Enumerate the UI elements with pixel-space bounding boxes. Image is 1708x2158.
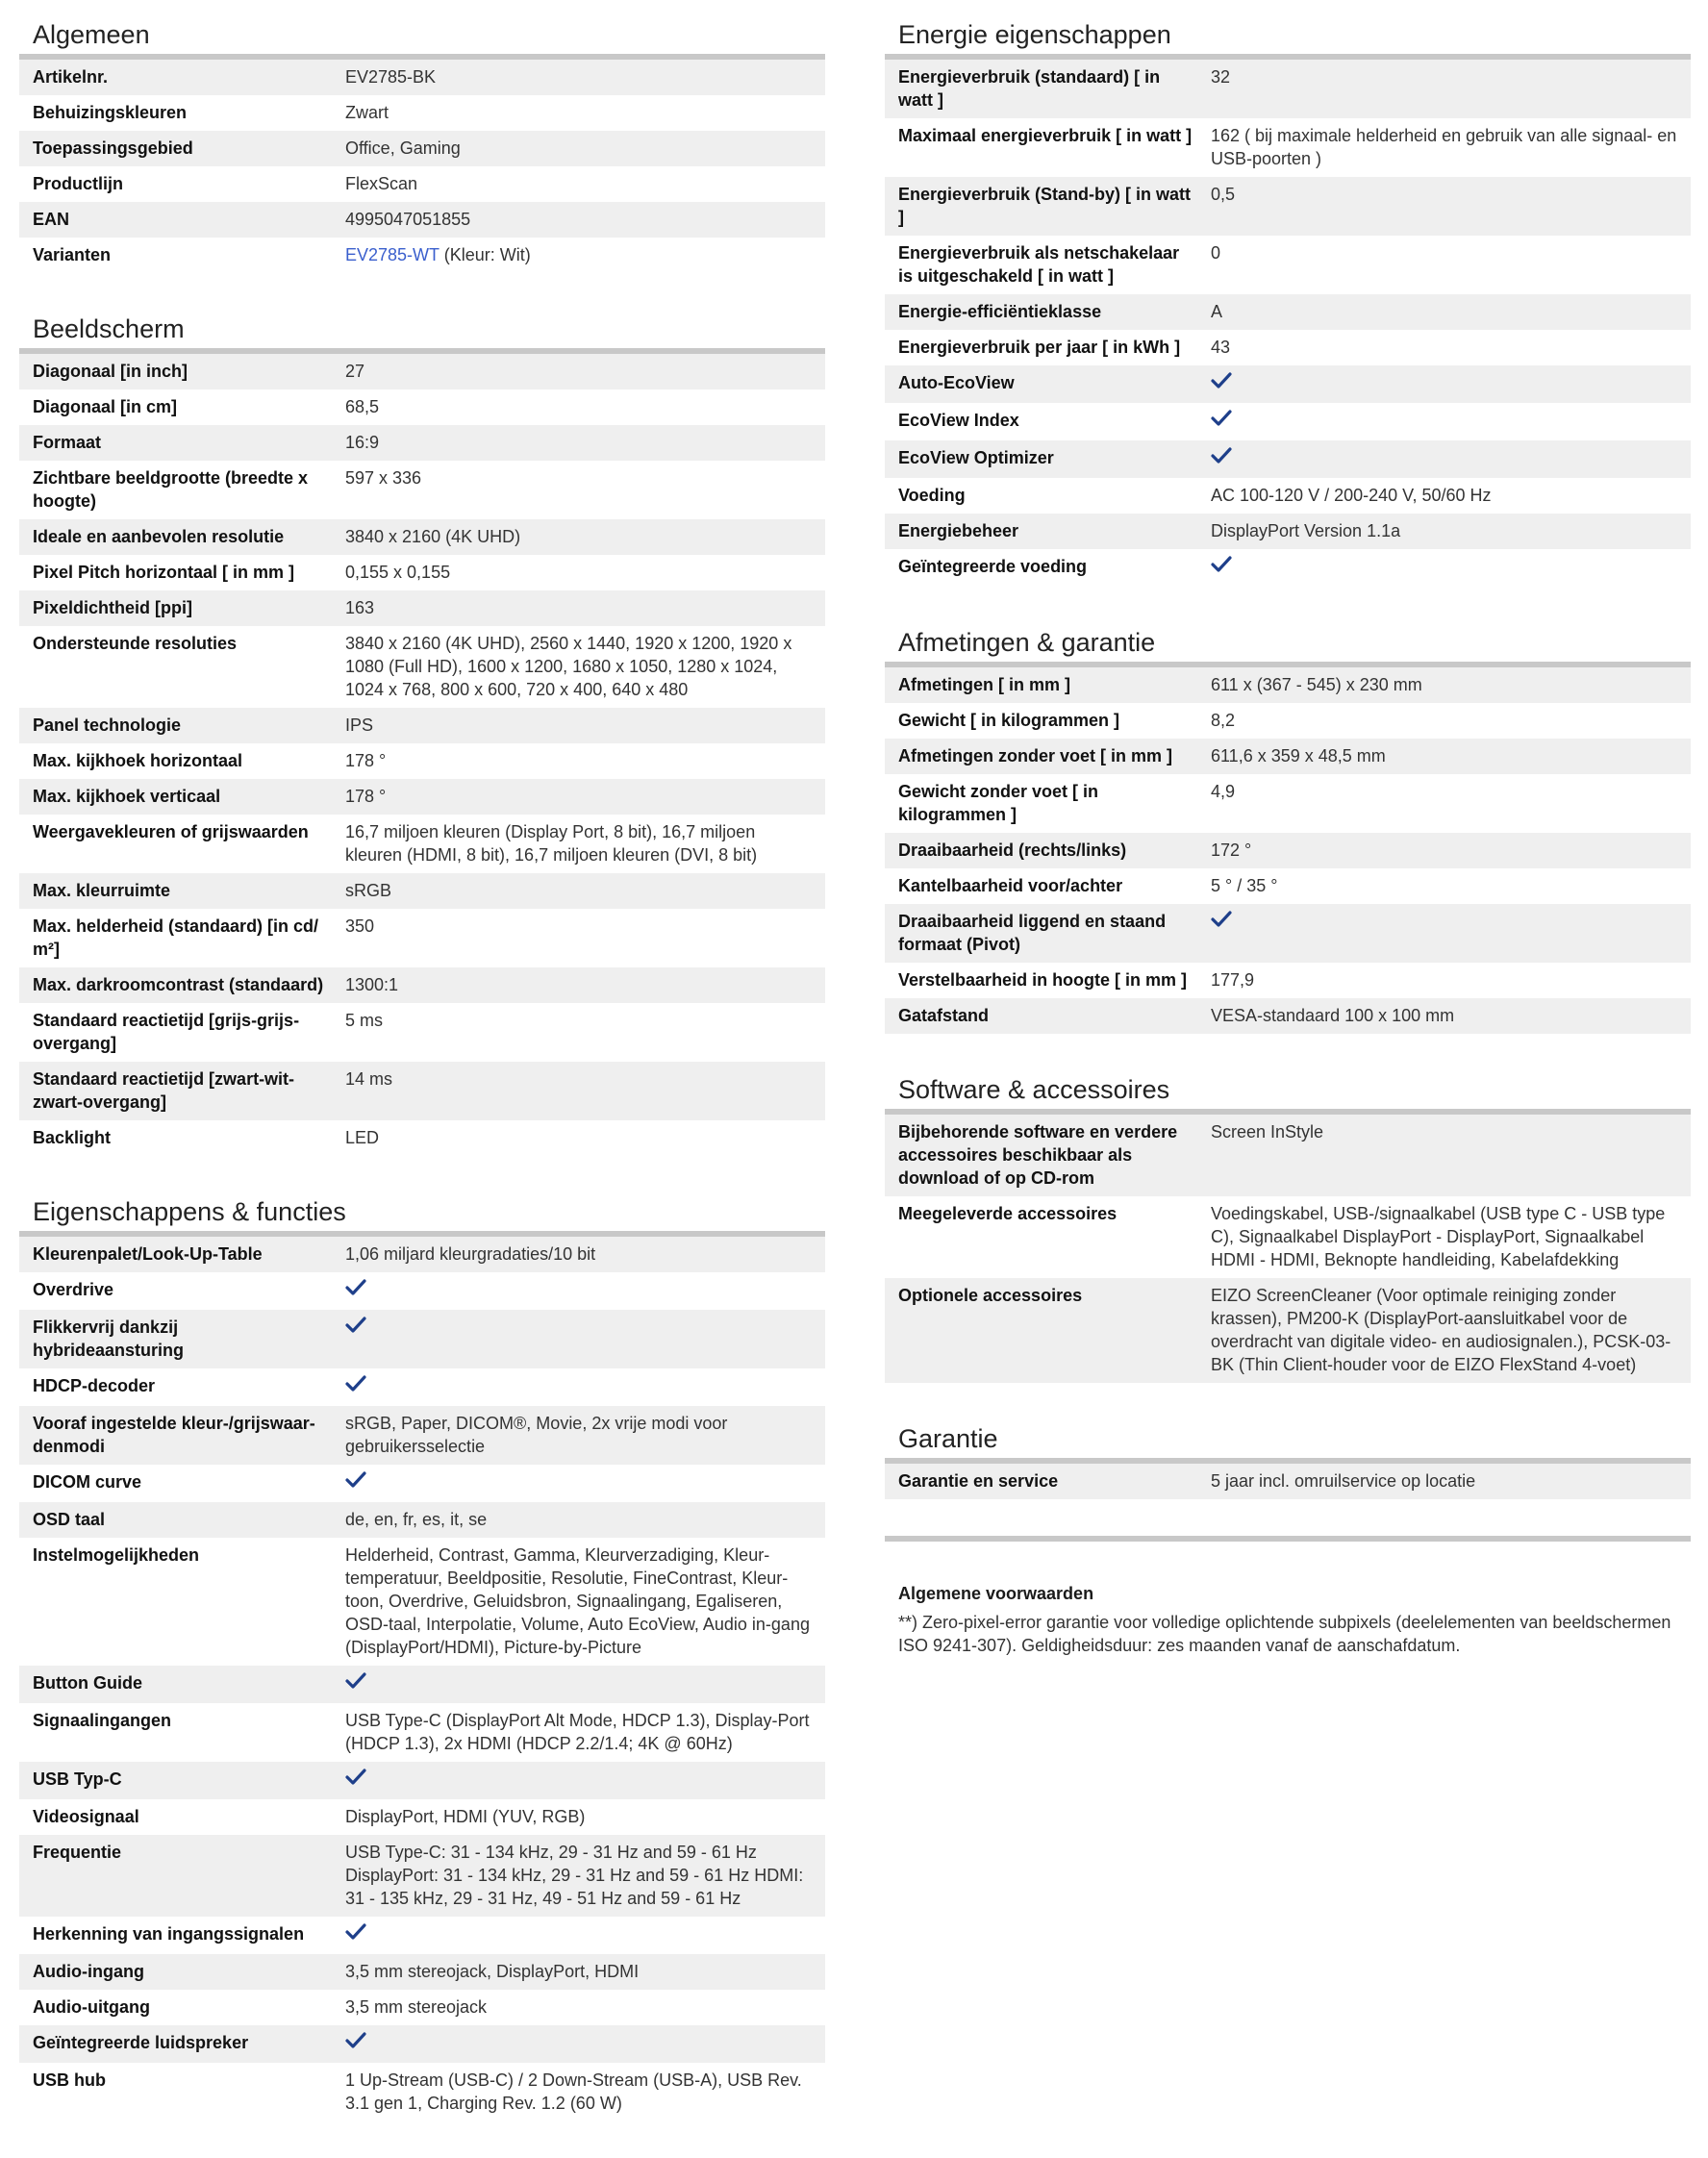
spec-value bbox=[345, 561, 825, 584]
spec-label: Energiebeheer bbox=[898, 521, 1019, 540]
section-title: Software & accessoires bbox=[885, 1070, 1691, 1115]
footer-title: Algemene voorwaarden bbox=[898, 1584, 1094, 1603]
spec-label: Max. kijkhoek horizontaal bbox=[33, 751, 243, 770]
spec-label: Herkenning van ingangssignalen bbox=[33, 1924, 305, 1944]
spec-value-text: FlexScan bbox=[345, 174, 418, 193]
right-column bbox=[885, 0, 1691, 1657]
spec-label: Energieverbruik (standaard) [ in watt ] bbox=[898, 67, 1161, 110]
spec-row bbox=[19, 1538, 825, 1666]
spec-label: Max. kleurruimte bbox=[33, 881, 171, 900]
spec-value-text: 3,5 mm stereojack, DisplayPort, HDMI bbox=[345, 1962, 640, 1981]
spec-value-text: 0 bbox=[1211, 243, 1221, 263]
spec-value-text: Zwart bbox=[345, 103, 389, 122]
checkmark-icon bbox=[345, 1768, 366, 1787]
spec-value bbox=[345, 208, 825, 231]
spec-row bbox=[19, 354, 825, 389]
spec-label: OSD taal bbox=[33, 1510, 106, 1529]
spec-label: Bijbehorende software en verdere accessoires beschikbaar als download of op CD-rom bbox=[898, 1122, 1178, 1188]
spec-row bbox=[885, 998, 1691, 1034]
section-eigenschappens-functies bbox=[19, 1192, 825, 2121]
spec-value bbox=[1211, 1120, 1691, 1143]
checkmark-icon bbox=[345, 1470, 366, 1490]
spec-table bbox=[885, 1115, 1691, 1383]
spec-label: Vooraf ingestelde kleur-/grijswaar-denmodi bbox=[33, 1414, 315, 1456]
spec-value-text: Office, Gaming bbox=[345, 138, 461, 158]
spec-value bbox=[1211, 780, 1691, 803]
spec-label: Formaat bbox=[33, 433, 102, 452]
spec-row bbox=[885, 833, 1691, 868]
spec-value bbox=[1211, 519, 1691, 542]
spec-label: Afmetingen zonder voet [ in mm ] bbox=[898, 746, 1173, 765]
spec-value bbox=[345, 820, 825, 866]
footer-divider bbox=[885, 1536, 1691, 1542]
spec-row bbox=[885, 365, 1691, 403]
spec-value-text: Screen InStyle bbox=[1211, 1122, 1324, 1142]
section-afmetingen-garantie bbox=[885, 623, 1691, 1034]
spec-value-text: de, en, fr, es, it, se bbox=[345, 1510, 488, 1529]
spec-row bbox=[19, 1799, 825, 1835]
spec-row bbox=[19, 743, 825, 779]
spec-row bbox=[885, 1464, 1691, 1499]
section-title: Afmetingen & garantie bbox=[885, 623, 1691, 667]
spec-value-text: 1,06 miljard kleurgradaties/10 bit bbox=[345, 1244, 596, 1264]
spec-value-text: 0,155 x 0,155 bbox=[345, 563, 451, 582]
spec-label: Gewicht [ in kilogrammen ] bbox=[898, 711, 1120, 730]
spec-label: Pixeldichtheid [ppi] bbox=[33, 598, 193, 617]
spec-value-text: 4,9 bbox=[1211, 782, 1236, 801]
spec-row bbox=[19, 779, 825, 815]
footer-text: **) Zero-pixel-error garantie voor volledige oplichtende subpixels (deelelementen van beeldschermen ISO 9241-307). Geldigheidsduur: zes maanden vanaf de aanschafdatum. bbox=[898, 1613, 1671, 1655]
spec-value bbox=[345, 879, 825, 902]
spec-row bbox=[885, 868, 1691, 904]
spec-value bbox=[1211, 484, 1691, 507]
spec-table bbox=[885, 667, 1691, 1034]
spec-value bbox=[1211, 241, 1691, 264]
spec-row bbox=[19, 909, 825, 967]
spec-row bbox=[885, 667, 1691, 703]
spec-label: Ideale en aanbevolen resolutie bbox=[33, 527, 285, 546]
spec-label: Kantelbaarheid voor/achter bbox=[898, 876, 1123, 895]
section-beeldscherm bbox=[19, 310, 825, 1156]
spec-label: Productlijn bbox=[33, 174, 123, 193]
spec-label: Zichtbare beeldgrootte (breedte x hoogte) bbox=[33, 468, 309, 511]
spec-row bbox=[19, 1237, 825, 1272]
spec-value bbox=[345, 1242, 825, 1266]
spec-row bbox=[885, 236, 1691, 294]
spec-value bbox=[345, 1412, 825, 1458]
spec-value-text: 178 ° bbox=[345, 751, 387, 770]
spec-value bbox=[1211, 839, 1691, 862]
spec-value bbox=[1211, 336, 1691, 359]
spec-label: Garantie en service bbox=[898, 1471, 1059, 1491]
checkmark-icon bbox=[1211, 446, 1232, 465]
spec-label: Standaard reactietijd [zwart-wit-zwart-overgang] bbox=[33, 1069, 295, 1112]
spec-label: Button Guide bbox=[33, 1673, 142, 1693]
spec-value-text: EV2785-BK bbox=[345, 67, 437, 87]
spec-value-text: 611 x (367 - 545) x 230 mm bbox=[1211, 675, 1422, 694]
spec-value bbox=[1211, 300, 1691, 323]
spec-value-text: DisplayPort, HDMI (YUV, RGB) bbox=[345, 1807, 586, 1826]
spec-label: USB Typ-C bbox=[33, 1769, 122, 1789]
spec-label: Draaibaarheid liggend en staand formaat (Pivot) bbox=[898, 912, 1167, 954]
section-software-accessoires bbox=[885, 1070, 1691, 1383]
spec-value-text: 611,6 x 359 x 48,5 mm bbox=[1211, 746, 1386, 765]
spec-value bbox=[1211, 124, 1691, 170]
spec-label: Overdrive bbox=[33, 1280, 114, 1299]
spec-label: EAN bbox=[33, 210, 70, 229]
spec-value bbox=[345, 714, 825, 737]
spec-value-text: A bbox=[1211, 302, 1223, 321]
spec-value bbox=[345, 1508, 825, 1531]
spec-row bbox=[19, 873, 825, 909]
spec-value bbox=[345, 1671, 825, 1696]
spec-row bbox=[885, 774, 1691, 833]
spec-value-text: 163 bbox=[345, 598, 375, 617]
spec-label: Varianten bbox=[33, 245, 112, 264]
spec-row bbox=[885, 1115, 1691, 1196]
spec-label: Gatafstand bbox=[898, 1006, 990, 1025]
spec-label: Energieverbruik (Stand-by) [ in watt ] bbox=[898, 185, 1192, 227]
spec-value bbox=[345, 65, 825, 88]
spec-value bbox=[1211, 409, 1691, 434]
spec-row bbox=[885, 904, 1691, 963]
section-title: Garantie bbox=[885, 1419, 1691, 1464]
spec-label: Instelmogelijkheden bbox=[33, 1545, 200, 1565]
spec-value-text: 16:9 bbox=[345, 433, 380, 452]
spec-value-text: Voedingskabel, USB-/signaalkabel (USB type C - USB type C), Signaalkabel DisplayPort - DisplayPort, Signaalkabel HDMI - HDMI, Beknopte handleiding, Kabelafdekking bbox=[1211, 1204, 1666, 1269]
spec-label: EcoView Index bbox=[898, 411, 1019, 430]
checkmark-icon bbox=[1211, 371, 1232, 390]
spec-value bbox=[345, 466, 825, 489]
spec-label: USB hub bbox=[33, 2070, 106, 2090]
spec-row bbox=[19, 1835, 825, 1917]
spec-row bbox=[19, 1272, 825, 1310]
spec-row bbox=[19, 1762, 825, 1799]
spec-value bbox=[345, 1841, 825, 1910]
spec-label: Energieverbruik per jaar [ in kWh ] bbox=[898, 338, 1181, 357]
spec-row bbox=[885, 703, 1691, 739]
spec-row bbox=[885, 514, 1691, 549]
spec-row bbox=[885, 118, 1691, 177]
spec-value-text: LED bbox=[345, 1128, 380, 1147]
spec-label: Optionele accessoires bbox=[898, 1286, 1083, 1305]
spec-label: Max. kijkhoek verticaal bbox=[33, 787, 221, 806]
spec-value bbox=[1211, 371, 1691, 396]
spec-label: Behuizingskleuren bbox=[33, 103, 188, 122]
spec-label: Meegeleverde accessoires bbox=[898, 1204, 1118, 1223]
spec-label: DICOM curve bbox=[33, 1472, 142, 1492]
section-title: Algemeen bbox=[19, 15, 825, 60]
spec-value bbox=[345, 1374, 825, 1399]
spec-value bbox=[345, 749, 825, 772]
spec-label: Signaalingangen bbox=[33, 1711, 172, 1730]
spec-value-text: DisplayPort Version 1.1a bbox=[1211, 521, 1401, 540]
spec-label: Audio-uitgang bbox=[33, 1997, 150, 2017]
spec-row bbox=[19, 626, 825, 708]
spec-row bbox=[885, 177, 1691, 236]
spec-label: HDCP-decoder bbox=[33, 1376, 156, 1395]
spec-value bbox=[345, 1543, 825, 1659]
spec-row bbox=[19, 555, 825, 590]
spec-label: Weergavekleuren of grijswaarden bbox=[33, 822, 309, 841]
spec-row bbox=[19, 815, 825, 873]
spec-value bbox=[345, 2031, 825, 2056]
spec-row bbox=[19, 1062, 825, 1120]
spec-value bbox=[1211, 1469, 1691, 1493]
spec-table bbox=[885, 60, 1691, 587]
spec-label: Kleurenpalet/Look-Up-Table bbox=[33, 1244, 263, 1264]
spec-table bbox=[19, 354, 825, 1156]
spec-row bbox=[19, 425, 825, 461]
spec-row bbox=[19, 1368, 825, 1406]
spec-value-text: 1300:1 bbox=[345, 975, 399, 994]
spec-row bbox=[885, 60, 1691, 118]
spec-label: Diagonaal [in inch] bbox=[33, 362, 188, 381]
spec-value-text: 27 bbox=[345, 362, 365, 381]
section-energie-eigenschappen bbox=[885, 15, 1691, 587]
spec-value bbox=[1211, 65, 1691, 88]
spec-value bbox=[345, 1922, 825, 1947]
spec-row bbox=[19, 1502, 825, 1538]
spec-value-text: 3840 x 2160 (4K UHD) bbox=[345, 527, 521, 546]
spec-value-text: 32 bbox=[1211, 67, 1231, 87]
spec-value bbox=[345, 596, 825, 619]
spec-label: Pixel Pitch horizontaal [ in mm ] bbox=[33, 563, 295, 582]
spec-value-text: sRGB bbox=[345, 881, 392, 900]
spec-row bbox=[19, 1003, 825, 1062]
spec-value bbox=[1211, 874, 1691, 897]
spec-label: Energie-efficiëntieklasse bbox=[898, 302, 1102, 321]
spec-value bbox=[345, 137, 825, 160]
spec-row bbox=[19, 1120, 825, 1156]
spec-value bbox=[345, 1126, 825, 1149]
spec-label: Toepassingsgebied bbox=[33, 138, 193, 158]
spec-value bbox=[345, 395, 825, 418]
spec-value bbox=[1211, 910, 1691, 935]
spec-value bbox=[345, 1009, 825, 1032]
spec-value-text: 5 ° / 35 ° bbox=[1211, 876, 1278, 895]
spec-value-text: 3,5 mm stereojack bbox=[345, 1997, 488, 2017]
spec-row bbox=[19, 2063, 825, 2121]
spec-value bbox=[1211, 1202, 1691, 1271]
spec-label: Backlight bbox=[33, 1128, 112, 1147]
spec-label: Draaibaarheid (rechts/links) bbox=[898, 841, 1127, 860]
spec-value bbox=[345, 973, 825, 996]
spec-value-text: Helderheid, Contrast, Gamma, Kleurverzadiging, Kleur-temperatuur, Beeldpositie, Resolutie, FineContrast, Kleur-toon, Overdrive, Geluidsbron, Signaalingang, Egaliseren, OSD-taal, Interpolatie, Volume, Auto EcoView, Audio in-gang (DisplayPort/HDMI), Picture-by-Picture bbox=[345, 1545, 810, 1657]
spec-label: Frequentie bbox=[33, 1843, 122, 1862]
spec-value-text: 14 ms bbox=[345, 1069, 393, 1089]
spec-row bbox=[19, 1310, 825, 1368]
spec-value bbox=[345, 360, 825, 383]
spec-label: Gewicht zonder voet [ in kilogrammen ] bbox=[898, 782, 1099, 824]
spec-value bbox=[1211, 968, 1691, 991]
spec-value bbox=[1211, 1284, 1691, 1376]
spec-row bbox=[885, 963, 1691, 998]
spec-value bbox=[345, 1067, 825, 1091]
spec-value-text: IPS bbox=[345, 715, 374, 735]
spec-label: Maximaal energieverbruik [ in watt ] bbox=[898, 126, 1193, 145]
checkmark-icon bbox=[345, 1278, 366, 1297]
checkmark-icon bbox=[345, 1316, 366, 1335]
spec-row bbox=[885, 403, 1691, 440]
spec-value-text: 597 x 336 bbox=[345, 468, 422, 488]
spec-row bbox=[19, 967, 825, 1003]
left-column bbox=[19, 0, 825, 2158]
spec-value-text: 68,5 bbox=[345, 397, 380, 416]
section-garantie bbox=[885, 1419, 1691, 1499]
spec-value bbox=[345, 243, 825, 266]
spec-table bbox=[19, 60, 825, 273]
spec-label: Max. darkroomcontrast (standaard) bbox=[33, 975, 324, 994]
spec-label: Flikkervrij dankzij hybrideaansturing bbox=[33, 1317, 185, 1360]
spec-row bbox=[19, 389, 825, 425]
spec-value-text: EIZO ScreenCleaner (Voor optimale reiniging zonder krassen), PM200-K (DisplayPort-aansluitkabel voor de overdracht van digitale video- en audiosignalen.), PCSK-03-BK (Thin Client-houder voor de EIZO FlexStand 4-voet) bbox=[1211, 1286, 1671, 1374]
spec-value bbox=[345, 101, 825, 124]
spec-value bbox=[345, 1316, 825, 1341]
spec-value bbox=[345, 1709, 825, 1755]
spec-row bbox=[19, 131, 825, 166]
spec-label: Audio-ingang bbox=[33, 1962, 144, 1981]
spec-value bbox=[345, 1470, 825, 1495]
spec-label: Geïntegreerde luidspreker bbox=[33, 2033, 249, 2052]
spec-label: Voeding bbox=[898, 486, 966, 505]
spec-label: Diagonaal [in cm] bbox=[33, 397, 178, 416]
checkmark-icon bbox=[1211, 409, 1232, 428]
spec-row bbox=[19, 202, 825, 238]
spec-label: Geïntegreerde voeding bbox=[898, 557, 1088, 576]
checkmark-icon bbox=[345, 1671, 366, 1691]
spec-row bbox=[19, 166, 825, 202]
spec-value bbox=[345, 1960, 825, 1983]
spec-label: Afmetingen [ in mm ] bbox=[898, 675, 1070, 694]
spec-value-text: sRGB, Paper, DICOM®, Movie, 2x vrije modi voor gebruikersselectie bbox=[345, 1414, 728, 1456]
checkmark-icon bbox=[345, 2031, 366, 2050]
spec-label: Artikelnr. bbox=[33, 67, 109, 87]
spec-row bbox=[885, 739, 1691, 774]
spec-label: Standaard reactietijd [grijs-grijs-overgang] bbox=[33, 1011, 300, 1053]
section-title: Beeldscherm bbox=[19, 310, 825, 354]
spec-value-text: 178 ° bbox=[345, 787, 387, 806]
spec-row bbox=[19, 60, 825, 95]
spec-value bbox=[345, 525, 825, 548]
spec-value-text: 162 ( bij maximale helderheid en gebruik van alle signaal- en USB-poorten ) bbox=[1211, 126, 1677, 168]
spec-value-text: USB Type-C: 31 - 134 kHz, 29 - 31 Hz and 59 - 61 Hz DisplayPort: 31 - 134 kHz, 29 - 31 Hz and 59 - 61 Hz HDMI: 31 - 135 kHz, 29 - 31 Hz, 49 - 51 Hz and 59 - 61 Hz bbox=[345, 1843, 804, 1908]
spec-value bbox=[1211, 673, 1691, 696]
spec-label: Max. helderheid (standaard) [in cd/ m²] bbox=[33, 916, 319, 959]
checkmark-icon bbox=[345, 1374, 366, 1393]
spec-row bbox=[19, 1666, 825, 1703]
spec-value-text: 3840 x 2160 (4K UHD), 2560 x 1440, 1920 x 1200, 1920 x 1080 (Full HD), 1600 x 1200, 1680 x 1050, 1280 x 1024, 1024 x 768, 800 x 600, 720 x 400, 640 x 480 bbox=[345, 634, 792, 699]
spec-row bbox=[885, 1196, 1691, 1278]
spec-value-text: 350 bbox=[345, 916, 375, 936]
spec-value bbox=[345, 431, 825, 454]
spec-row bbox=[19, 238, 825, 273]
spec-value bbox=[345, 915, 825, 938]
spec-table bbox=[19, 1237, 825, 2121]
spec-row bbox=[19, 95, 825, 131]
spec-value bbox=[345, 632, 825, 701]
spec-value bbox=[345, 172, 825, 195]
spec-row bbox=[19, 1917, 825, 1954]
spec-value-text: 172 ° bbox=[1211, 841, 1252, 860]
spec-value-text: 177,9 bbox=[1211, 970, 1255, 990]
spec-value bbox=[1211, 555, 1691, 580]
variant-link[interactable]: EV2785-WT bbox=[345, 245, 440, 264]
spec-row bbox=[19, 461, 825, 519]
checkmark-icon bbox=[345, 1922, 366, 1942]
section-title: Energie eigenschappen bbox=[885, 15, 1691, 60]
spec-value bbox=[1211, 183, 1691, 206]
spec-row bbox=[19, 1703, 825, 1762]
spec-value bbox=[1211, 1004, 1691, 1027]
section-algemeen bbox=[19, 15, 825, 273]
spec-table bbox=[885, 1464, 1691, 1499]
spec-row bbox=[19, 1990, 825, 2025]
spec-value bbox=[345, 1995, 825, 2019]
spec-row bbox=[885, 330, 1691, 365]
spec-value-text: VESA-standaard 100 x 100 mm bbox=[1211, 1006, 1455, 1025]
spec-value bbox=[345, 1805, 825, 1828]
spec-row bbox=[885, 1278, 1691, 1383]
spec-row bbox=[19, 519, 825, 555]
spec-value bbox=[345, 1278, 825, 1303]
spec-value-text: 5 jaar incl. omruilservice op locatie bbox=[1211, 1471, 1476, 1491]
spec-value-text: 4995047051855 bbox=[345, 210, 471, 229]
spec-value-text: 1 Up-Stream (USB-C) / 2 Down-Stream (USB-A), USB Rev. 3.1 gen 1, Charging Rev. 1.2 (60 W) bbox=[345, 2070, 802, 2113]
spec-row bbox=[19, 1954, 825, 1990]
variant-color: (Kleur: Wit) bbox=[439, 245, 531, 264]
spec-row bbox=[19, 1406, 825, 1465]
checkmark-icon bbox=[1211, 555, 1232, 574]
spec-label: Ondersteunde resoluties bbox=[33, 634, 238, 653]
spec-row bbox=[19, 708, 825, 743]
spec-row bbox=[19, 590, 825, 626]
spec-value bbox=[1211, 709, 1691, 732]
spec-value-text: 8,2 bbox=[1211, 711, 1236, 730]
spec-value-text: 43 bbox=[1211, 338, 1231, 357]
spec-row bbox=[885, 440, 1691, 478]
spec-value bbox=[345, 785, 825, 808]
spec-value-text: 16,7 miljoen kleuren (Display Port, 8 bit), 16,7 miljoen kleuren (HDMI, 8 bit), 16,7 miljoen kleuren (DVI, 8 bit) bbox=[345, 822, 758, 865]
spec-label: Verstelbaarheid in hoogte [ in mm ] bbox=[898, 970, 1188, 990]
spec-row bbox=[19, 2025, 825, 2063]
spec-label: Videosignaal bbox=[33, 1807, 139, 1826]
spec-value bbox=[1211, 744, 1691, 767]
spec-value-text: USB Type-C (DisplayPort Alt Mode, HDCP 1.3), Display-Port (HDCP 1.3), 2x HDMI (HDCP 2.2/1.4; 4K @ 60Hz) bbox=[345, 1711, 810, 1753]
spec-row bbox=[19, 1465, 825, 1502]
spec-value-text: 5 ms bbox=[345, 1011, 384, 1030]
spec-value bbox=[1211, 446, 1691, 471]
spec-row bbox=[885, 478, 1691, 514]
spec-row bbox=[885, 294, 1691, 330]
spec-value-text: AC 100-120 V / 200-240 V, 50/60 Hz bbox=[1211, 486, 1492, 505]
spec-value bbox=[345, 2069, 825, 2115]
spec-value bbox=[345, 1768, 825, 1793]
spec-label: EcoView Optimizer bbox=[898, 448, 1054, 467]
spec-label: Panel technologie bbox=[33, 715, 182, 735]
spec-label: Energieverbruik als netschakelaar is uitgeschakeld [ in watt ] bbox=[898, 243, 1180, 286]
spec-label: Auto-EcoView bbox=[898, 373, 1015, 392]
section-title: Eigenschappens & functies bbox=[19, 1192, 825, 1237]
spec-row bbox=[885, 549, 1691, 587]
spec-value-text: 0,5 bbox=[1211, 185, 1236, 204]
checkmark-icon bbox=[1211, 910, 1232, 929]
